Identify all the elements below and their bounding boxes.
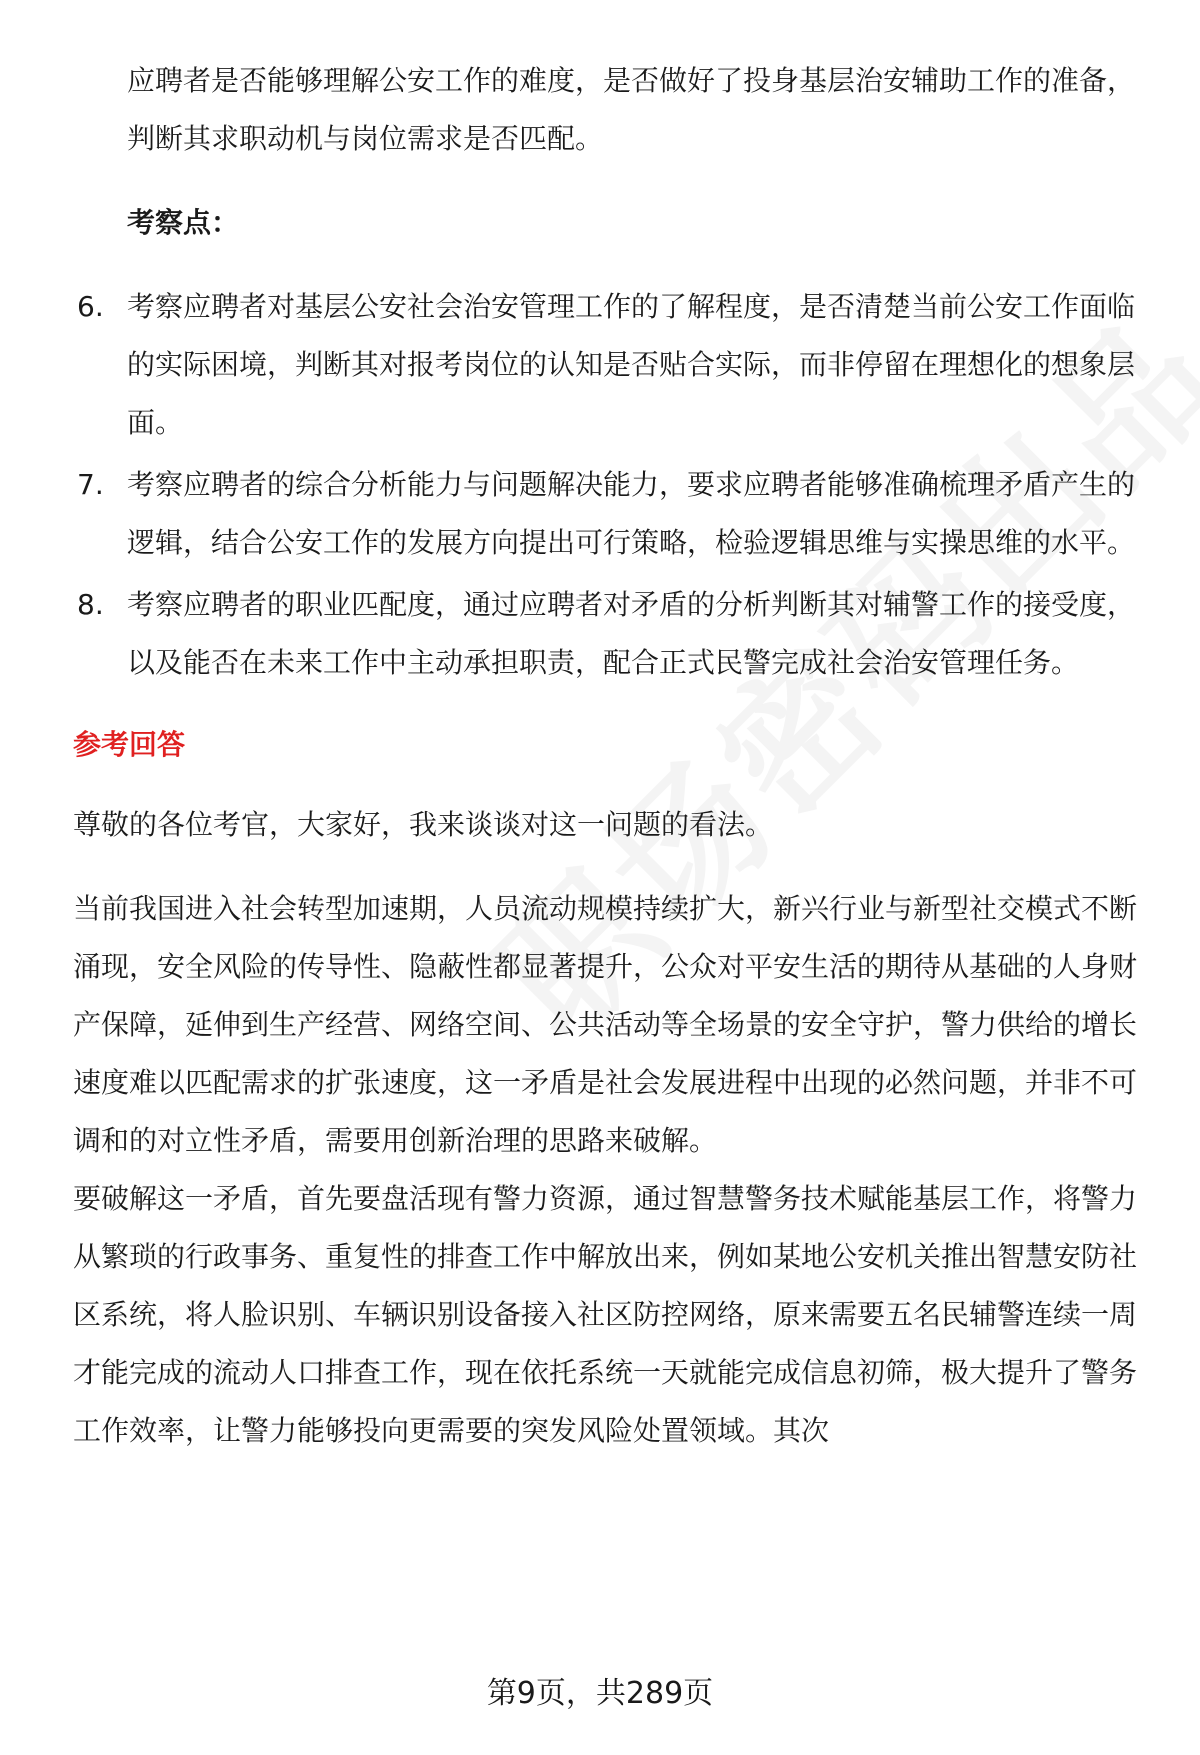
- list-item-number: 6.: [77, 290, 104, 323]
- assessment-heading: 考察点：: [127, 206, 240, 239]
- page-number-footer: 第9页，共289页: [486, 1676, 714, 1711]
- list-item: [77, 456, 1143, 572]
- answer-paragraph: 要破解这一矛盾，首先要盘活现有警力资源，通过智慧警务技术赋能基层工作，将警力从繁琐的行政事务、重复性的排查工作中解放出来，例如某地公安机关推出智慧安防社区系统，将人脸识别、车辆识别设备接入社区防控网络，原来需要五名民辅警连续一周才能完成的流动人口排查工作，现在依托系统一天就能完成信息初筛，极大提升了警务工作效率，让警力能够投向更需要的突发风险处置领域。其次: [73, 1182, 1138, 1447]
- list-item-text: 考察应聘者对基层公安社会治安管理工作的了解程度，是否清楚当前公安工作面临的实际困境，判断其对报考岗位的认知是否贴合实际，而非停留在理想化的想象层面。: [127, 290, 1136, 439]
- list-item: [77, 576, 1143, 692]
- assessment-points-list: [73, 278, 1143, 692]
- list-item: [77, 278, 1143, 452]
- answer-greeting: 尊敬的各位考官，大家好，我来谈谈对这一问题的看法。: [73, 808, 774, 841]
- page-content: [73, 52, 1143, 1460]
- list-item-number: 8.: [77, 588, 104, 621]
- answer-paragraph: 当前我国进入社会转型加速期，人员流动规模持续扩大，新兴行业与新型社交模式不断涌现，安全风险的传导性、隐蔽性都显著提升，公众对平安生活的期待从基础的人身财产保障，延伸到生产经营、网络空间、公共活动等全场景的安全守护，警力供给的增长速度难以匹配需求的扩张速度，这一矛盾是社会发展进程中出现的必然问题，并非不可调和的对立性矛盾，需要用创新治理的思路来破解。: [73, 892, 1138, 1157]
- list-item-text: 考察应聘者的职业匹配度，通过应聘者对矛盾的分析判断其对辅警工作的接受度，以及能否在未来工作中主动承担职责，配合正式民警完成社会治安管理任务。: [127, 588, 1136, 679]
- intro-paragraph: 应聘者是否能够理解公安工作的难度，是否做好了投身基层治安辅助工作的准备，判断其求职动机与岗位需求是否匹配。: [127, 64, 1136, 155]
- list-item-text: 考察应聘者的综合分析能力与问题解决能力，要求应聘者能够准确梳理矛盾产生的逻辑，结合公安工作的发展方向提出可行策略，检验逻辑思维与实操思维的水平。: [127, 468, 1136, 559]
- list-item-number: 7.: [77, 468, 104, 501]
- reference-answer-title: 参考回答: [73, 728, 186, 761]
